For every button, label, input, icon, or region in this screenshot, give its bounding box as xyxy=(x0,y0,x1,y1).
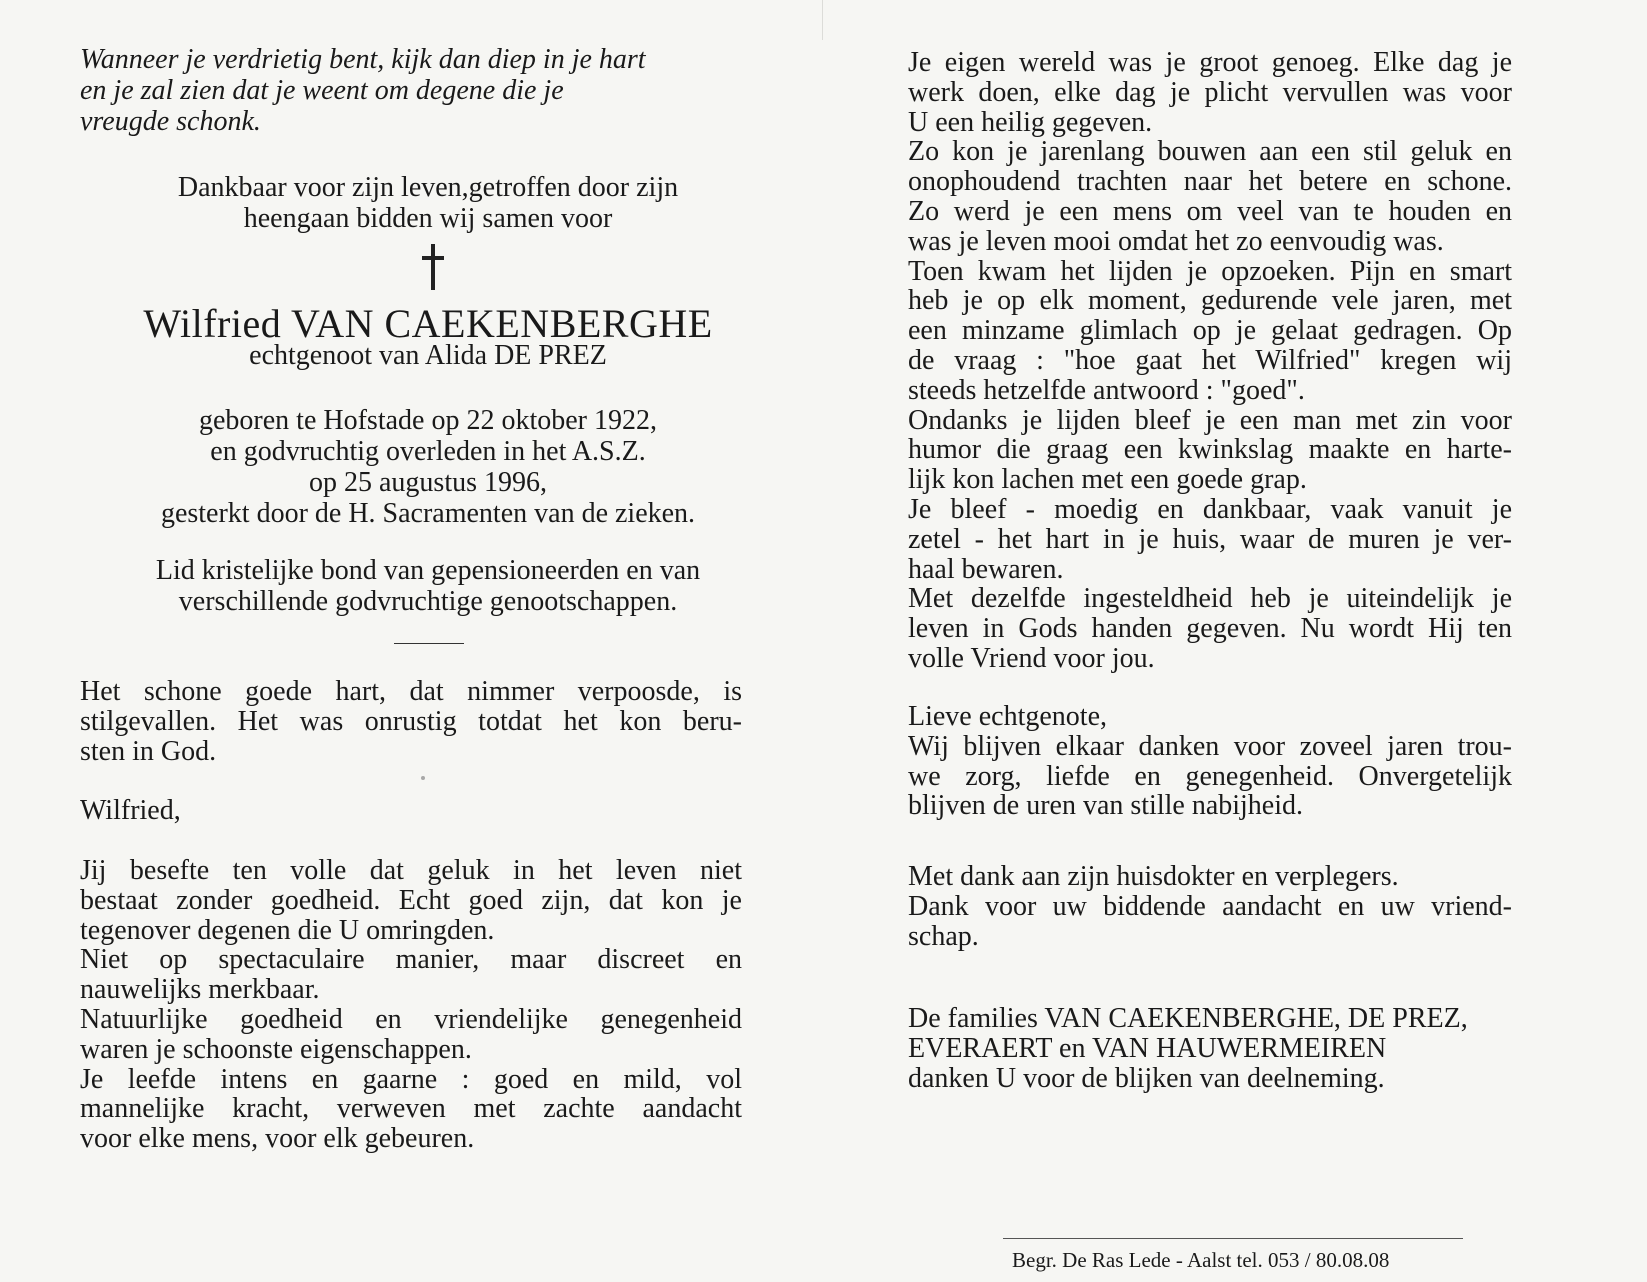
paragraph-line: Toen kwam het lijden je opzoeken. Pijn en smart xyxy=(908,255,1512,287)
dates-line: geboren te Hofstade op 22 oktober 1922, xyxy=(199,405,657,436)
families-line: danken U voor de blijken van deelneming. xyxy=(908,1062,1385,1094)
paragraph-line: nauwelijks merkbaar. xyxy=(80,974,320,1006)
paragraph-line: waren je schoonste eigenschappen. xyxy=(80,1033,472,1065)
tribute-paragraph-2 xyxy=(80,856,742,1154)
card-fold-line xyxy=(822,0,823,40)
thanks-text xyxy=(908,862,1512,951)
membership-text xyxy=(80,555,776,617)
membership-line: verschillende godvruchtige genootschappen. xyxy=(178,586,678,617)
paragraph-line: onophoudend trachten naar het betere en schone. xyxy=(908,166,1512,198)
paragraph-line: werk doen, elke dag je plicht vervullen was voor xyxy=(908,76,1512,108)
cross-icon xyxy=(422,244,444,290)
salutation-text: Wilfried, xyxy=(80,795,181,826)
paragraph-line: Met dezelfde ingesteldheid heb je uiteindelijk je xyxy=(908,583,1512,615)
epigraph-line: Wanneer je verdrietig bent, kijk dan diep in je hart xyxy=(80,44,646,75)
paragraph-line: tegenover degenen die U omringden. xyxy=(80,914,495,946)
paragraph-line: de vraag : "hoe gaat het Wilfried" kregen wij xyxy=(908,344,1512,376)
intro-line: heengaan bidden wij samen voor xyxy=(243,203,613,234)
footer-divider xyxy=(1003,1238,1463,1239)
paragraph-line: sten in God. xyxy=(80,735,217,767)
paragraph-line: bestaat zonder goedheid. Echt goed zijn, dat kon je xyxy=(80,884,742,916)
paragraph-line: Ondanks je lijden bleef je een man met zin voor xyxy=(908,404,1512,436)
paragraph-line: U een heilig gegeven. xyxy=(908,106,1153,138)
paragraph-line: lijk kon lachen met een goede grap. xyxy=(908,464,1307,496)
families-signature xyxy=(908,1004,1512,1093)
paragraph-line: haal bewaren. xyxy=(908,553,1064,585)
epigraph-quote xyxy=(80,44,780,137)
paragraph-line: steeds hetzelfde antwoord : "goed". xyxy=(908,374,1305,406)
paragraph-line: volle Vriend voor jou. xyxy=(908,642,1155,674)
paragraph-line: humor die graag een kwinkslag maakte en harte- xyxy=(908,434,1512,466)
epigraph-line: vreugde schonk. xyxy=(80,106,261,137)
paragraph-line: heb je op elk moment, gedurende vele jaren, met xyxy=(908,285,1512,317)
paragraph-line: een minzame glimlach op je gelaat gedragen. Op xyxy=(908,315,1512,347)
paragraph-line: Je leefde intens en gaarne : goed en mild, vol xyxy=(80,1063,742,1095)
paragraph-line: Zo werd je een mens om veel van te houden en xyxy=(908,195,1512,227)
families-line: De families VAN CAEKENBERGHE, DE PREZ, xyxy=(908,1003,1468,1034)
paragraph-line: Lieve echtgenote, xyxy=(908,701,1108,732)
paragraph-line: Het schone goede hart, dat nimmer verpoosde, is xyxy=(80,676,742,707)
paragraph-line: voor elke mens, voor elk gebeuren. xyxy=(80,1123,475,1155)
spouse-line xyxy=(80,340,776,371)
section-divider xyxy=(394,643,464,644)
tribute-paragraph-3 xyxy=(908,48,1512,674)
salutation xyxy=(80,796,742,826)
paragraph-line: Niet op spectaculaire manier, maar discreet en xyxy=(80,944,742,976)
paragraph-line: Dank voor uw biddende aandacht en uw vriend- xyxy=(908,890,1512,922)
paragraph-line: Jij besefte ten volle dat geluk in het leven niet xyxy=(80,855,742,886)
paragraph-line: stilgevallen. Het was onrustig totdat het kon beru- xyxy=(80,705,742,737)
undertaker-footer: Begr. De Ras Lede - Aalst tel. 053 / 80.08.08 xyxy=(1012,1248,1390,1272)
dates-line: gesterkt door de H. Sacramenten van de zieken. xyxy=(160,498,696,529)
paragraph-line: Je eigen wereld was je groot genoeg. Elke dag je xyxy=(908,47,1512,78)
paragraph-line: we zorg, liefde en genegenheid. Onvergetelijk xyxy=(908,760,1512,792)
life-dates xyxy=(80,405,776,529)
paragraph-line: Natuurlijke goedheid en vriendelijke genegenheid xyxy=(80,1003,742,1035)
paragraph-line: schap. xyxy=(908,920,979,952)
spouse-text: echtgenoot van Alida DE PREZ xyxy=(249,340,607,371)
intro-text xyxy=(80,172,776,234)
paragraph-line: was je leven mooi omdat het zo eenvoudig was. xyxy=(908,225,1444,257)
paragraph-line: Met dank aan zijn huisdokter en verplegers. xyxy=(908,861,1399,892)
epigraph-line: en je zal zien dat je weent om degene die je xyxy=(80,75,564,106)
families-line: EVERAERT en VAN HAUWERMEIREN xyxy=(908,1032,1387,1064)
tribute-paragraph-1 xyxy=(80,677,742,766)
paragraph-line: Je bleef - moedig en dankbaar, vaak vanuit je xyxy=(908,493,1512,525)
intro-line: Dankbaar voor zijn leven,getroffen door zijn xyxy=(177,172,679,203)
paragraph-line: Zo kon je jarenlang bouwen aan een stil geluk en xyxy=(908,136,1512,168)
paragraph-line: Wij blijven elkaar danken voor zoveel jaren trou- xyxy=(908,730,1512,762)
paragraph-line: mannelijke kracht, verweven met zachte aandacht xyxy=(80,1093,742,1125)
deceased-name: Wilfried VAN CAEKENBERGHE xyxy=(143,301,713,346)
paragraph-line: blijven de uren van stille nabijheid. xyxy=(908,790,1304,822)
paragraph-line: leven in Gods handen gegeven. Nu wordt Hij ten xyxy=(908,613,1512,645)
spouse-address xyxy=(908,702,1512,821)
dates-line: op 25 augustus 1996, xyxy=(309,467,547,498)
dates-line: en godvruchtig overleden in het A.S.Z. xyxy=(210,436,646,467)
membership-line: Lid kristelijke bond van gepensioneerden en van xyxy=(155,555,701,586)
scan-speck xyxy=(421,776,425,780)
paragraph-line: zetel - het hart in je huis, waar de muren je ver- xyxy=(908,523,1512,555)
